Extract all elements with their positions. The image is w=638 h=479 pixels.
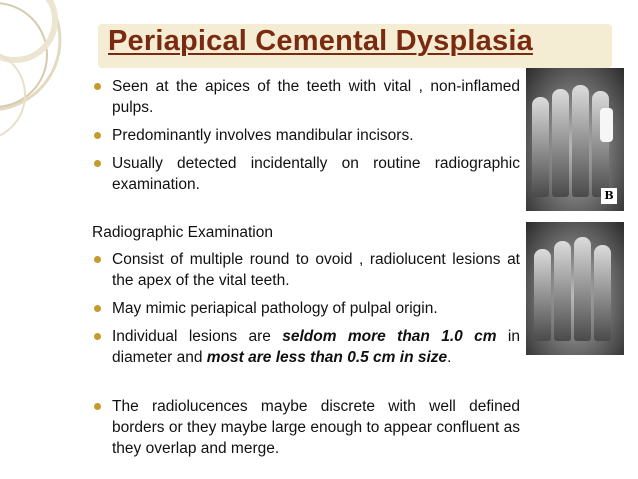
bullet-text: Consist of multiple round to ovoid , radiolucent lesions at the apex of the vital teeth. <box>112 251 520 289</box>
bullet-item <box>92 298 520 319</box>
bullet-dot-icon <box>94 305 101 312</box>
bullet-text: Seen at the apices of the teeth with vital , non-inflamed pulps. <box>112 78 520 116</box>
filling-mark <box>600 108 613 142</box>
bullet-item <box>92 76 520 118</box>
bullet-dot-icon <box>94 160 101 167</box>
slide-title: Periapical Cemental Dysplasia <box>108 25 533 57</box>
bullet-text: May mimic periapical pathology of pulpal origin. <box>112 300 438 317</box>
bullet-text-middle: in diameter and <box>112 328 520 366</box>
bullet-text: Predominantly involves mandibular incisors. <box>112 127 414 144</box>
bullet-item <box>92 249 520 291</box>
bullet-item <box>92 326 520 368</box>
bullet-text-prefix: Individual lesions are <box>112 328 283 345</box>
bullet-dot-icon <box>94 83 101 90</box>
bullet-text: Usually detected incidentally on routine radiographic examination. <box>112 155 520 193</box>
bullet-text-suffix: . <box>447 349 452 366</box>
bullet-item <box>92 153 520 195</box>
bullet-text: The radiolucences maybe discrete with well defined borders or they maybe large enough to appear confluent as they overlap and merge. <box>112 398 520 457</box>
bullet-dot-icon <box>94 256 101 263</box>
radiograph-image <box>526 222 624 355</box>
bullet-item <box>92 125 520 146</box>
radiograph-image <box>526 68 624 211</box>
section-heading: Radiographic Examination <box>92 224 273 241</box>
bullet-dot-icon <box>94 333 101 340</box>
bullet-dot-icon <box>94 403 101 410</box>
bullet-item <box>92 396 520 459</box>
bullet-dot-icon <box>94 132 101 139</box>
bullet-emphasis: most are less than 0.5 cm in size <box>206 349 448 366</box>
bullet-emphasis: seldom more than 1.0 cm <box>282 328 497 345</box>
image-label: B <box>601 188 617 204</box>
slide-content <box>92 70 520 459</box>
